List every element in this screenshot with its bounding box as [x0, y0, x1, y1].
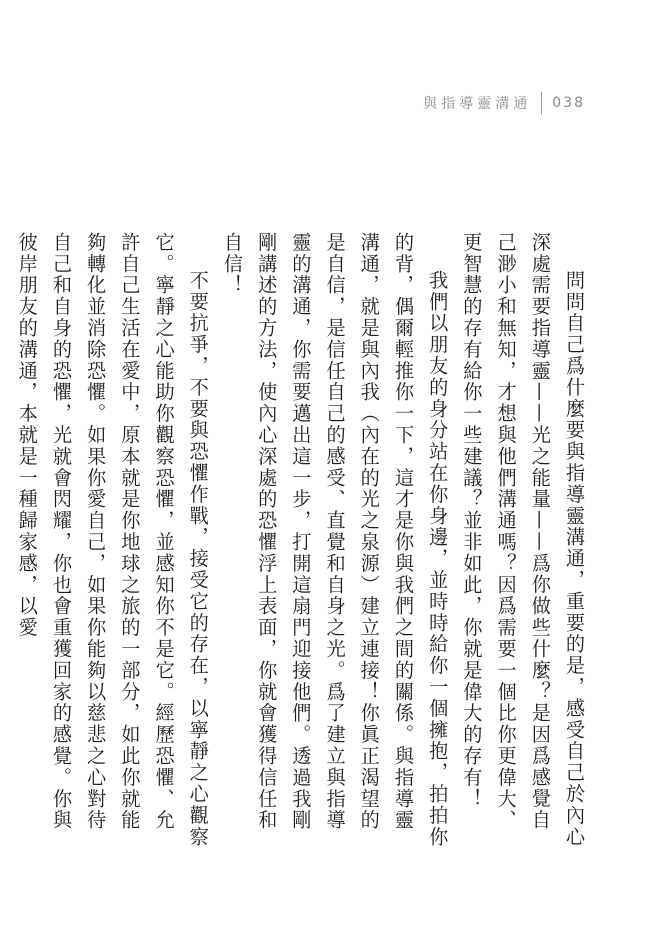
running-header [423, 92, 585, 114]
paragraph-3: 不要抗爭，不要與恐懼作戰，接受它的存在，以寧靜之心觀察它。寧靜之心能助你觀察恐懼，並感知你不是它。經歷恐懼、允許自己生活在愛中，原本就是你地球之旅的一部分，如此你就能夠轉化並消除恐懼。如果你愛自己，如果你能夠以慈悲之心對待自己和自身的恐懼，光就會閃耀，你也會重獲回家的感覺。你與彼岸朋友的溝通，本就是一種歸家感，以愛 [15, 232, 210, 849]
book-title: 與指導靈溝通 [423, 96, 532, 112]
paragraph-1: 問問自己爲什麼要與指導靈溝通，重要的是，感受自己於內心深處需要指導靈——光之能量——爲你做些什麼？是因爲感覺自己渺小和無知，才想與他們溝通嗎？因爲需要一個比你更偉大、更智慧的存有給你一些建議？並非如此，你就是偉大的存有！ [460, 232, 586, 849]
header-divider [541, 92, 542, 114]
page-number: 038 [552, 95, 585, 111]
paragraph-2: 我們以朋友的身分站在你身邊，並時時給你一個擁抱，拍拍你的背，偶爾輕推你一下，這才是你與我們之間的關係。與指導靈溝通，就是與內我（內在的光之泉源）建立連接！你眞正渴望的是自信，是信任自己的感受、直覺和自身之光。爲了建立與指導靈的溝通，你需要邁出這一步，打開這扇門迎接他們。透過我剛剛講述的方法，使內心深處的恐懼浮上表面，你就會獲得信任和自信！ [220, 232, 450, 849]
body-text [15, 232, 591, 850]
